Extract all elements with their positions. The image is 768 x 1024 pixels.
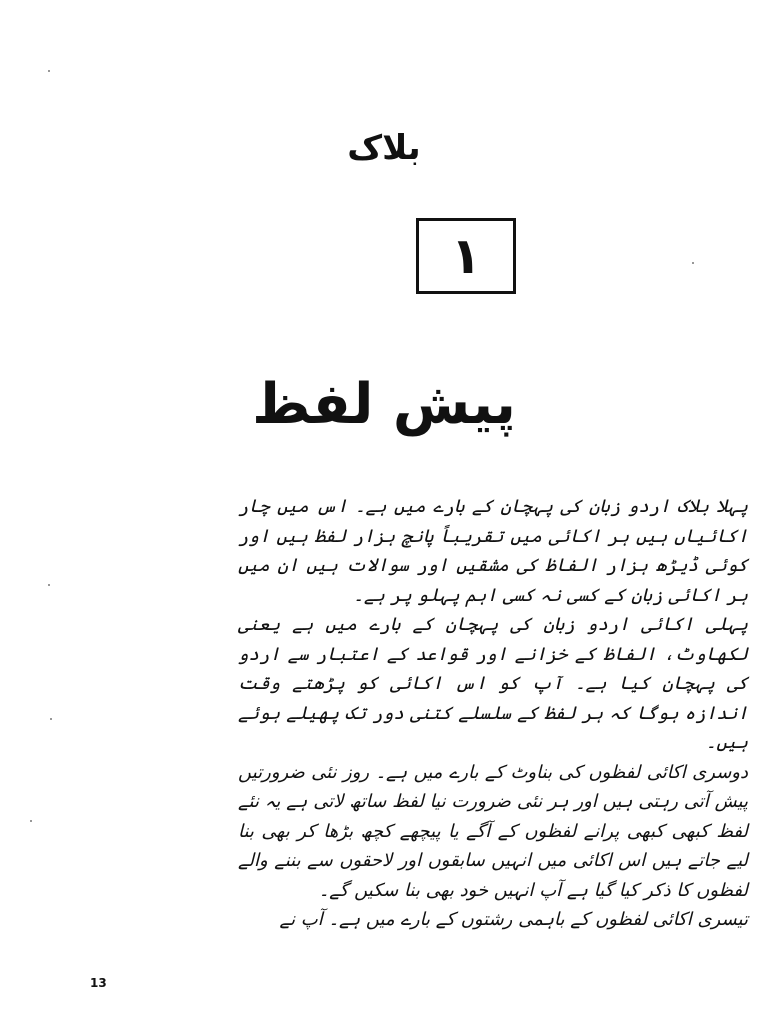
scan-speck [48, 70, 50, 72]
page-number: 13 [90, 976, 107, 990]
body-text [238, 492, 748, 935]
block-number: ۱ [450, 227, 482, 285]
paragraph: دوسری اکائی لفظوں کی بناوٹ کے بارے میں ہے۔ روز نئی ضرورتیں پیش آتی رہتی ہیں اور ہر نئی ضرورت نیا لفظ ساتھ لاتی ہے یہ نئے لفظ کبھی کبھی پرانے لفظوں کے آگے یا پیچھے کچھ بڑھا کر بھی بنا لیے جاتے ہیں اس اکائی میں انہیں سابقوں اور لاحقوں سے بننے والے لفظوں کا ذکر کیا گیا ہے آپ انہیں خود بھی بنا سکیں گے۔ [238, 761, 748, 901]
paragraph: پہلی اکائی اردو زبان کی پہچان کے بارے میں ہے یعنی لکھاوٹ، الفاظ کے خزانے اور قواعد کے اعتبار سے اردو کی پہچان کیا ہے۔ آپ کو اس اکائی کو پڑھتے وقت اندازہ ہوگا کہ ہر لفظ کے سلسلے کتنی دور تک پھیلے ہوئے ہیں۔ [238, 614, 748, 753]
scan-speck [48, 584, 50, 586]
paragraph: پہلا بلاک اردو زبان کی پہچان کے بارے میں ہے۔ اس میں چار اکائیاں ہیں ہر اکائی میں تقریباً پانچ ہزار لفظ ہیں اور کوئی ڈیڑھ ہزار الفاظ کی مشقیں اور سوالات ہیں ان میں ہر اکائی زبان کے کسی نہ کسی اہم پہلو پر ہے۔ [238, 496, 748, 606]
block-number-box [416, 218, 516, 294]
paragraph: تیسری اکائی لفظوں کے باہمی رشتوں کے بارے میں ہے۔ آپ نے [279, 909, 748, 930]
scan-speck [692, 262, 694, 264]
scan-speck [30, 820, 32, 822]
scan-speck [50, 718, 52, 720]
block-label: بلاک [347, 128, 421, 168]
page-title: پیش لفظ [252, 372, 516, 437]
